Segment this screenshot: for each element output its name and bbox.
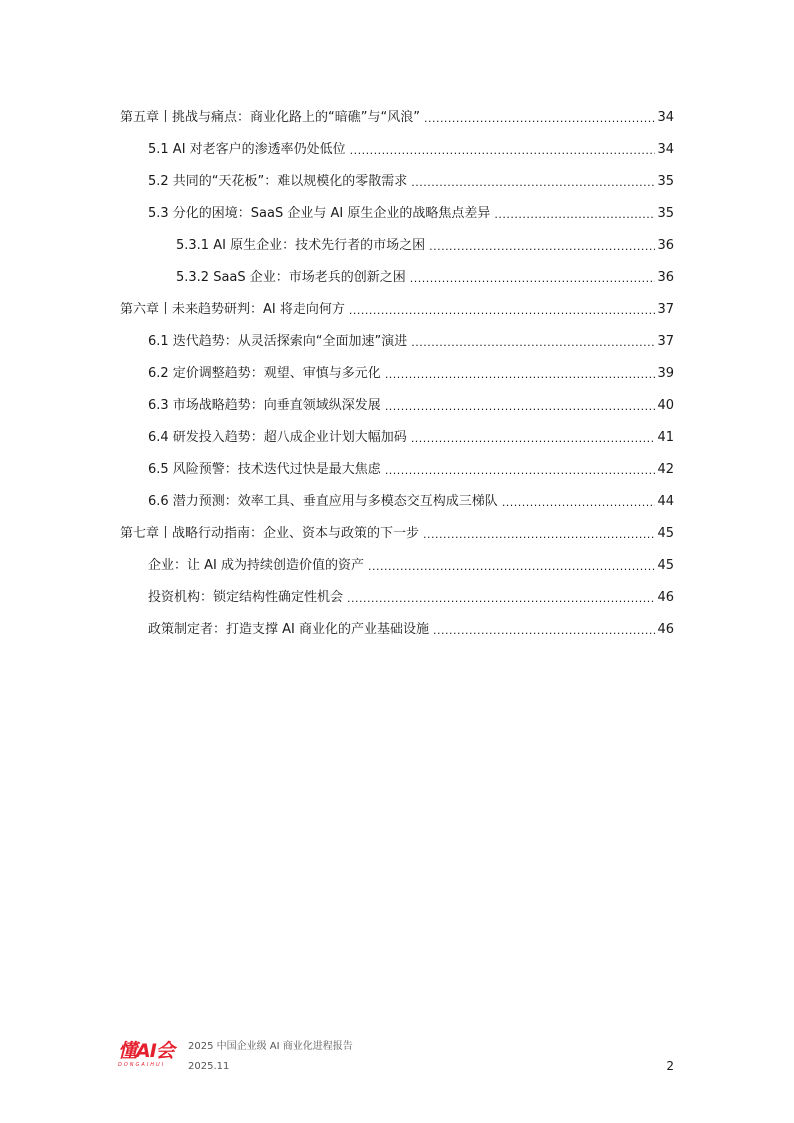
- toc-entry[interactable]: [148, 621, 674, 639]
- toc-entry[interactable]: [148, 173, 674, 191]
- toc-leader-dots: [385, 368, 656, 383]
- toc-entry-page: 34: [657, 142, 674, 157]
- toc-entry-title: 6.5 风险预警：技术迭代过快是最大焦虑: [148, 462, 381, 477]
- toc-entry[interactable]: [120, 109, 674, 127]
- toc-entry-title: 6.1 迭代趋势：从灵活探索向“全面加速”演进: [148, 334, 408, 349]
- toc-leader-dots: [502, 496, 656, 511]
- toc-entry-page: 37: [657, 334, 674, 349]
- toc-entry-title: 第七章丨战略行动指南：企业、资本与政策的下一步: [120, 526, 420, 541]
- toc-entry[interactable]: [148, 461, 674, 479]
- toc-entry-page: 35: [657, 174, 674, 189]
- toc-leader-dots: [411, 432, 656, 447]
- toc-entry-page: 42: [657, 462, 674, 477]
- toc-leader-dots: [410, 272, 656, 287]
- logo-text: 懂AI会: [118, 1040, 174, 1062]
- toc-entry[interactable]: [148, 429, 674, 447]
- toc-entry-page: 46: [657, 590, 674, 605]
- toc-entry[interactable]: [148, 141, 674, 159]
- toc-entry-page: 44: [657, 494, 674, 509]
- toc-leader-dots: [423, 528, 655, 543]
- toc-entry-title: 政策制定者：打造支撑 AI 商业化的产业基础设施: [148, 622, 429, 637]
- toc-leader-dots: [368, 560, 655, 575]
- toc-entry-page: 35: [657, 206, 674, 221]
- toc-leader-dots: [347, 592, 655, 607]
- toc-entry[interactable]: [176, 237, 674, 255]
- brand-logo: [118, 1040, 182, 1070]
- toc-leader-dots: [349, 304, 656, 319]
- toc-entry-page: 39: [657, 366, 674, 381]
- report-title: 2025 中国企业级 AI 商业化进程报告: [188, 1041, 353, 1052]
- toc-entry[interactable]: [148, 205, 674, 223]
- toc-entry-page: 40: [657, 398, 674, 413]
- toc-entry-page: 45: [657, 526, 674, 541]
- page-number: 2: [666, 1059, 674, 1073]
- toc-entry[interactable]: [148, 589, 674, 607]
- logo-subtext: DONGAIHUI: [118, 1062, 166, 1068]
- toc-entry-page: 34: [657, 110, 674, 125]
- page-footer: [118, 1038, 674, 1078]
- toc-entry-title: 6.4 研发投入趋势：超八成企业计划大幅加码: [148, 430, 407, 445]
- toc-leader-dots: [385, 400, 656, 415]
- toc-leader-dots: [424, 112, 656, 127]
- toc-leader-dots: [411, 336, 655, 351]
- toc-entry-page: 36: [657, 270, 674, 285]
- toc-entry-title: 第五章丨挑战与痛点：商业化路上的“暗礁”与“风浪”: [120, 110, 420, 125]
- toc-leader-dots: [385, 464, 656, 479]
- toc-entry[interactable]: [148, 557, 674, 575]
- toc-entry-title: 第六章丨未来趋势研判：AI 将走向何方: [120, 302, 345, 317]
- toc-entry[interactable]: [148, 333, 674, 351]
- toc-entry-page: 45: [657, 558, 674, 573]
- toc-entry-page: 36: [657, 238, 674, 253]
- toc-leader-dots: [350, 144, 656, 159]
- toc-entry[interactable]: [148, 365, 674, 383]
- toc-entry-title: 5.1 AI 对老客户的渗透率仍处低位: [148, 142, 346, 157]
- toc-entry-title: 5.3 分化的困境：SaaS 企业与 AI 原生企业的战略焦点差异: [148, 206, 491, 221]
- toc-entry-page: 41: [657, 430, 674, 445]
- toc-entry[interactable]: [148, 493, 674, 511]
- toc-entry-title: 6.3 市场战略趋势：向垂直领域纵深发展: [148, 398, 381, 413]
- toc-leader-dots: [429, 240, 655, 255]
- toc-entry-title: 6.2 定价调整趋势：观望、审慎与多元化: [148, 366, 381, 381]
- report-date: 2025.11: [188, 1061, 230, 1072]
- toc-entry-title: 5.2 共同的“天花板”：难以规模化的零散需求: [148, 174, 408, 189]
- toc-entry-title: 6.6 潜力预测：效率工具、垂直应用与多模态交互构成三梯队: [148, 494, 498, 509]
- toc-entry-title: 投资机构：锁定结构性确定性机会: [148, 590, 344, 605]
- toc-entry[interactable]: [120, 301, 674, 319]
- toc-leader-dots: [433, 624, 655, 639]
- toc-entry-title: 企业：让 AI 成为持续创造价值的资产: [148, 558, 364, 573]
- toc-entry-page: 37: [657, 302, 674, 317]
- toc-leader-dots: [494, 208, 655, 223]
- toc-entry-page: 46: [657, 622, 674, 637]
- toc-entry[interactable]: [120, 525, 674, 543]
- toc-leader-dots: [411, 176, 655, 191]
- toc-entry-title: 5.3.1 AI 原生企业：技术先行者的市场之困: [176, 238, 426, 253]
- toc-entry[interactable]: [176, 269, 674, 287]
- toc-entry[interactable]: [148, 397, 674, 415]
- toc-entry-title: 5.3.2 SaaS 企业：市场老兵的创新之困: [176, 270, 406, 285]
